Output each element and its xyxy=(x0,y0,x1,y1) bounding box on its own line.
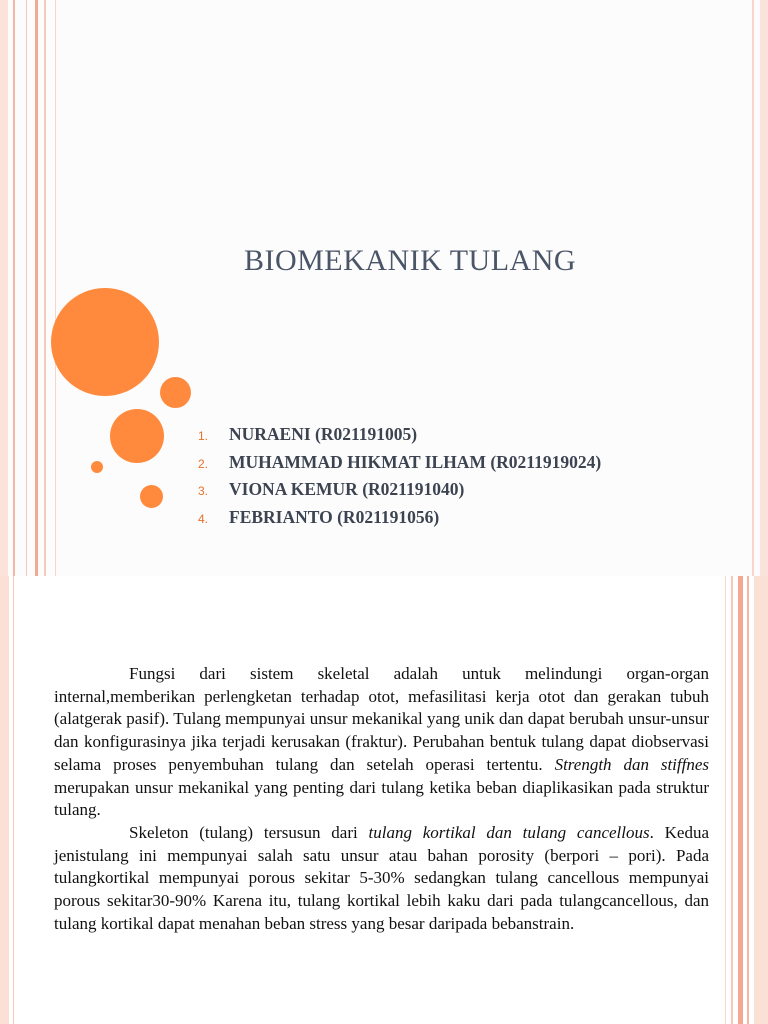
paragraph xyxy=(54,822,709,936)
right-stripe-line xyxy=(752,0,754,576)
member-item xyxy=(198,422,601,450)
right-stripe-wide xyxy=(760,0,768,576)
member-item xyxy=(198,505,601,533)
medium-orange-circle xyxy=(110,409,164,463)
italic-text: Strength dan stiffnes xyxy=(554,754,709,774)
member-item xyxy=(198,477,601,505)
list-number: 1. xyxy=(198,429,209,443)
text-run: Fungsi dari sistem skeletal adalah untuk melindungi organ-organ internal,memberikan perlengketan terhadap otot, mefasilitasi kerja otot dan gerakan tubuh (alatgerak pasif). Tulang mempunyai unsur mekanikal yang unik dan dapat berubah unsur-unsur dan konfigurasinya jika terjadi kerusakan (fraktur). Perubahan bentuk tulang dapat diobservasi selama proses penyembuhan tulang dan setelah operasi tertentu. xyxy=(54,664,709,774)
member-name: MUHAMMAD HIKMAT ILHAM (R0211919024) xyxy=(229,451,602,472)
left-stripe-line xyxy=(13,576,14,1024)
right-stripe-line xyxy=(747,576,749,1024)
right-stripe-line xyxy=(725,576,726,1024)
body-text xyxy=(54,663,709,935)
right-stripe-line xyxy=(731,576,733,1024)
small-orange-circle xyxy=(140,485,163,508)
list-number: 2. xyxy=(198,456,209,471)
left-stripe-line xyxy=(35,0,38,576)
left-stripe-line xyxy=(26,0,27,576)
text-run: . Kedua jenistulang ini mempunyai salah satu unsur atau bahan porosity (berpori – pori). Pada tulangkortikal mempunyai porous sekitar 5-30% sedangkan tulang cancellous mempunyai porous sekitar30-90% Karena itu, tulang kortikal lebih kaku dari pada tulangcancellous, dan tulang kortikal dapat menahan beban stress yang besar daripada bebanstrain. xyxy=(54,822,709,933)
text-run: Skeleton (tulang) tersusun dari xyxy=(129,822,369,842)
tiny-orange-circle xyxy=(91,461,103,473)
text-run: merupakan unsur mekanikal yang penting dari tulang ketika beban diaplikasikan pada struktur tulang. xyxy=(54,777,709,820)
left-stripe-line xyxy=(13,0,15,576)
member-item xyxy=(198,450,601,478)
slide-title: BIOMEKANIK TULANG xyxy=(243,244,577,277)
left-stripe-wide xyxy=(0,576,9,1024)
left-stripe-wide xyxy=(0,0,8,576)
list-number: 3. xyxy=(198,484,209,498)
italic-text: tulang kortikal dan tulang cancellous xyxy=(368,822,650,842)
member-name: VIONA KEMUR (R021191040) xyxy=(229,479,465,499)
left-stripe-line xyxy=(55,0,56,576)
right-stripe-line xyxy=(738,576,743,1024)
small-orange-circle xyxy=(160,377,191,408)
left-stripe-line xyxy=(44,0,46,576)
member-name: NURAENI (R021191005) xyxy=(229,424,418,444)
large-orange-circle xyxy=(51,288,159,396)
content-slide xyxy=(0,576,768,1024)
paragraph xyxy=(54,663,709,822)
member-name: FEBRIANTO (R021191056) xyxy=(229,506,440,527)
member-list xyxy=(198,422,601,532)
list-number: 4. xyxy=(198,511,209,526)
right-stripe-wide xyxy=(754,576,768,1024)
